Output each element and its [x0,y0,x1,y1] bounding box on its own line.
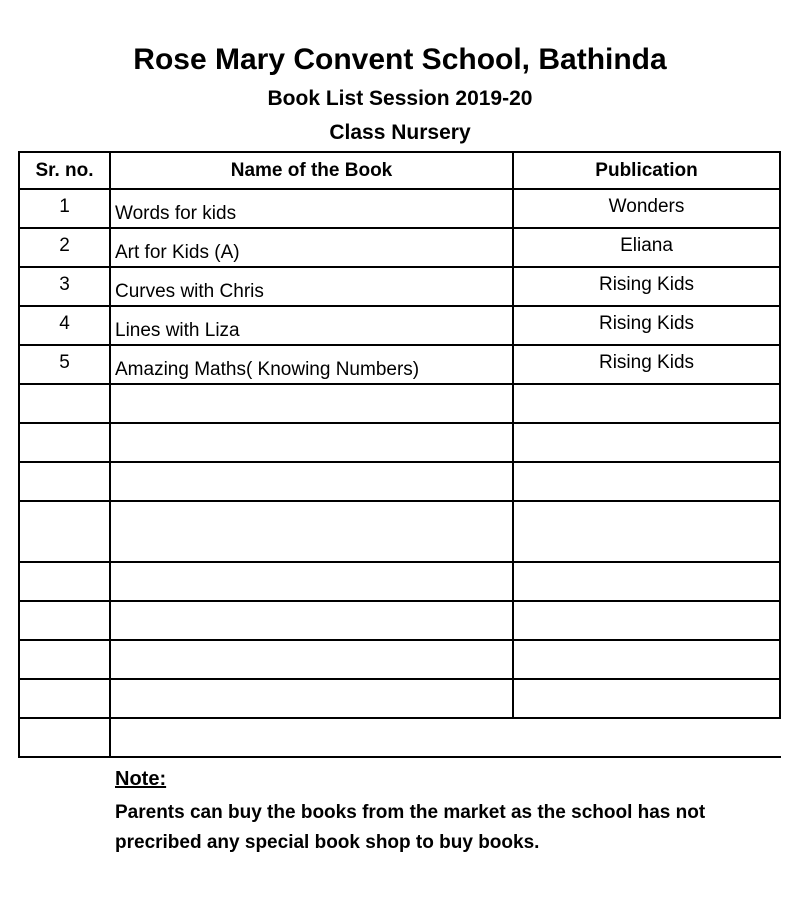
publication-cell: Rising Kids [512,307,781,344]
empty-table-row [18,502,781,563]
empty-table-row [18,563,781,602]
book-name-cell: Art for Kids (A) [115,242,240,263]
column-header-sr-no: Sr. no. [18,153,111,188]
table-row [18,307,781,346]
empty-cell [18,563,111,600]
empty-cell [111,641,512,678]
publication-cell: Rising Kids [512,346,781,383]
empty-table-row [18,463,781,502]
empty-cell [111,680,512,717]
sr-no-cell: 2 [18,229,111,266]
empty-cell [512,563,781,600]
book-name-cell: Curves with Chris [115,281,264,302]
session-subtitle: Book List Session 2019-20 [267,87,533,110]
school-title: Rose Mary Convent School, Bathinda [133,43,667,76]
empty-cell [512,463,781,500]
empty-cell [111,602,512,639]
empty-cell [18,719,111,756]
class-subtitle: Class Nursery [329,121,471,144]
publication-cell: Eliana [512,229,781,266]
empty-cell [512,680,781,717]
table-row [18,229,781,268]
note-line: precribed any special book shop to buy books. [115,832,540,853]
empty-cell [18,385,111,422]
empty-table-row [18,641,781,680]
empty-cell [18,602,111,639]
table-row [18,190,781,229]
empty-table-row [18,680,781,719]
empty-cell [111,424,512,461]
sr-no-cell: 3 [18,268,111,305]
note-heading: Note: [115,768,167,790]
book-name-cell: Amazing Maths( Knowing Numbers) [115,359,420,380]
table-row [18,346,781,385]
empty-cell [512,424,781,461]
table-header-row [18,151,781,190]
empty-cell [18,641,111,678]
column-header-book-name: Name of the Book [230,160,393,181]
empty-cell [18,424,111,461]
sr-no-cell: 1 [18,190,111,227]
table-row [18,268,781,307]
empty-cell [111,563,512,600]
book-list-table [18,151,781,758]
empty-cell [512,641,781,678]
empty-cell [512,385,781,422]
empty-cell [18,463,111,500]
column-header-publication: Publication [512,153,781,188]
empty-cell [18,502,111,561]
note-line: Parents can buy the books from the market as the school has not [115,802,706,823]
empty-table-row [18,719,781,758]
publication-cell: Rising Kids [512,268,781,305]
empty-cell [111,463,512,500]
empty-cell [111,502,512,561]
publication-cell: Wonders [512,190,781,227]
empty-cell [512,502,781,561]
empty-cell [512,602,781,639]
empty-table-row [18,602,781,641]
book-name-cell: Words for kids [115,203,237,224]
note-text [115,798,795,858]
empty-table-row [18,424,781,463]
empty-cell [111,385,512,422]
empty-cell [18,680,111,717]
empty-table-row [18,385,781,424]
book-name-cell: Lines with Liza [115,320,240,341]
sr-no-cell: 5 [18,346,111,383]
sr-no-cell: 4 [18,307,111,344]
